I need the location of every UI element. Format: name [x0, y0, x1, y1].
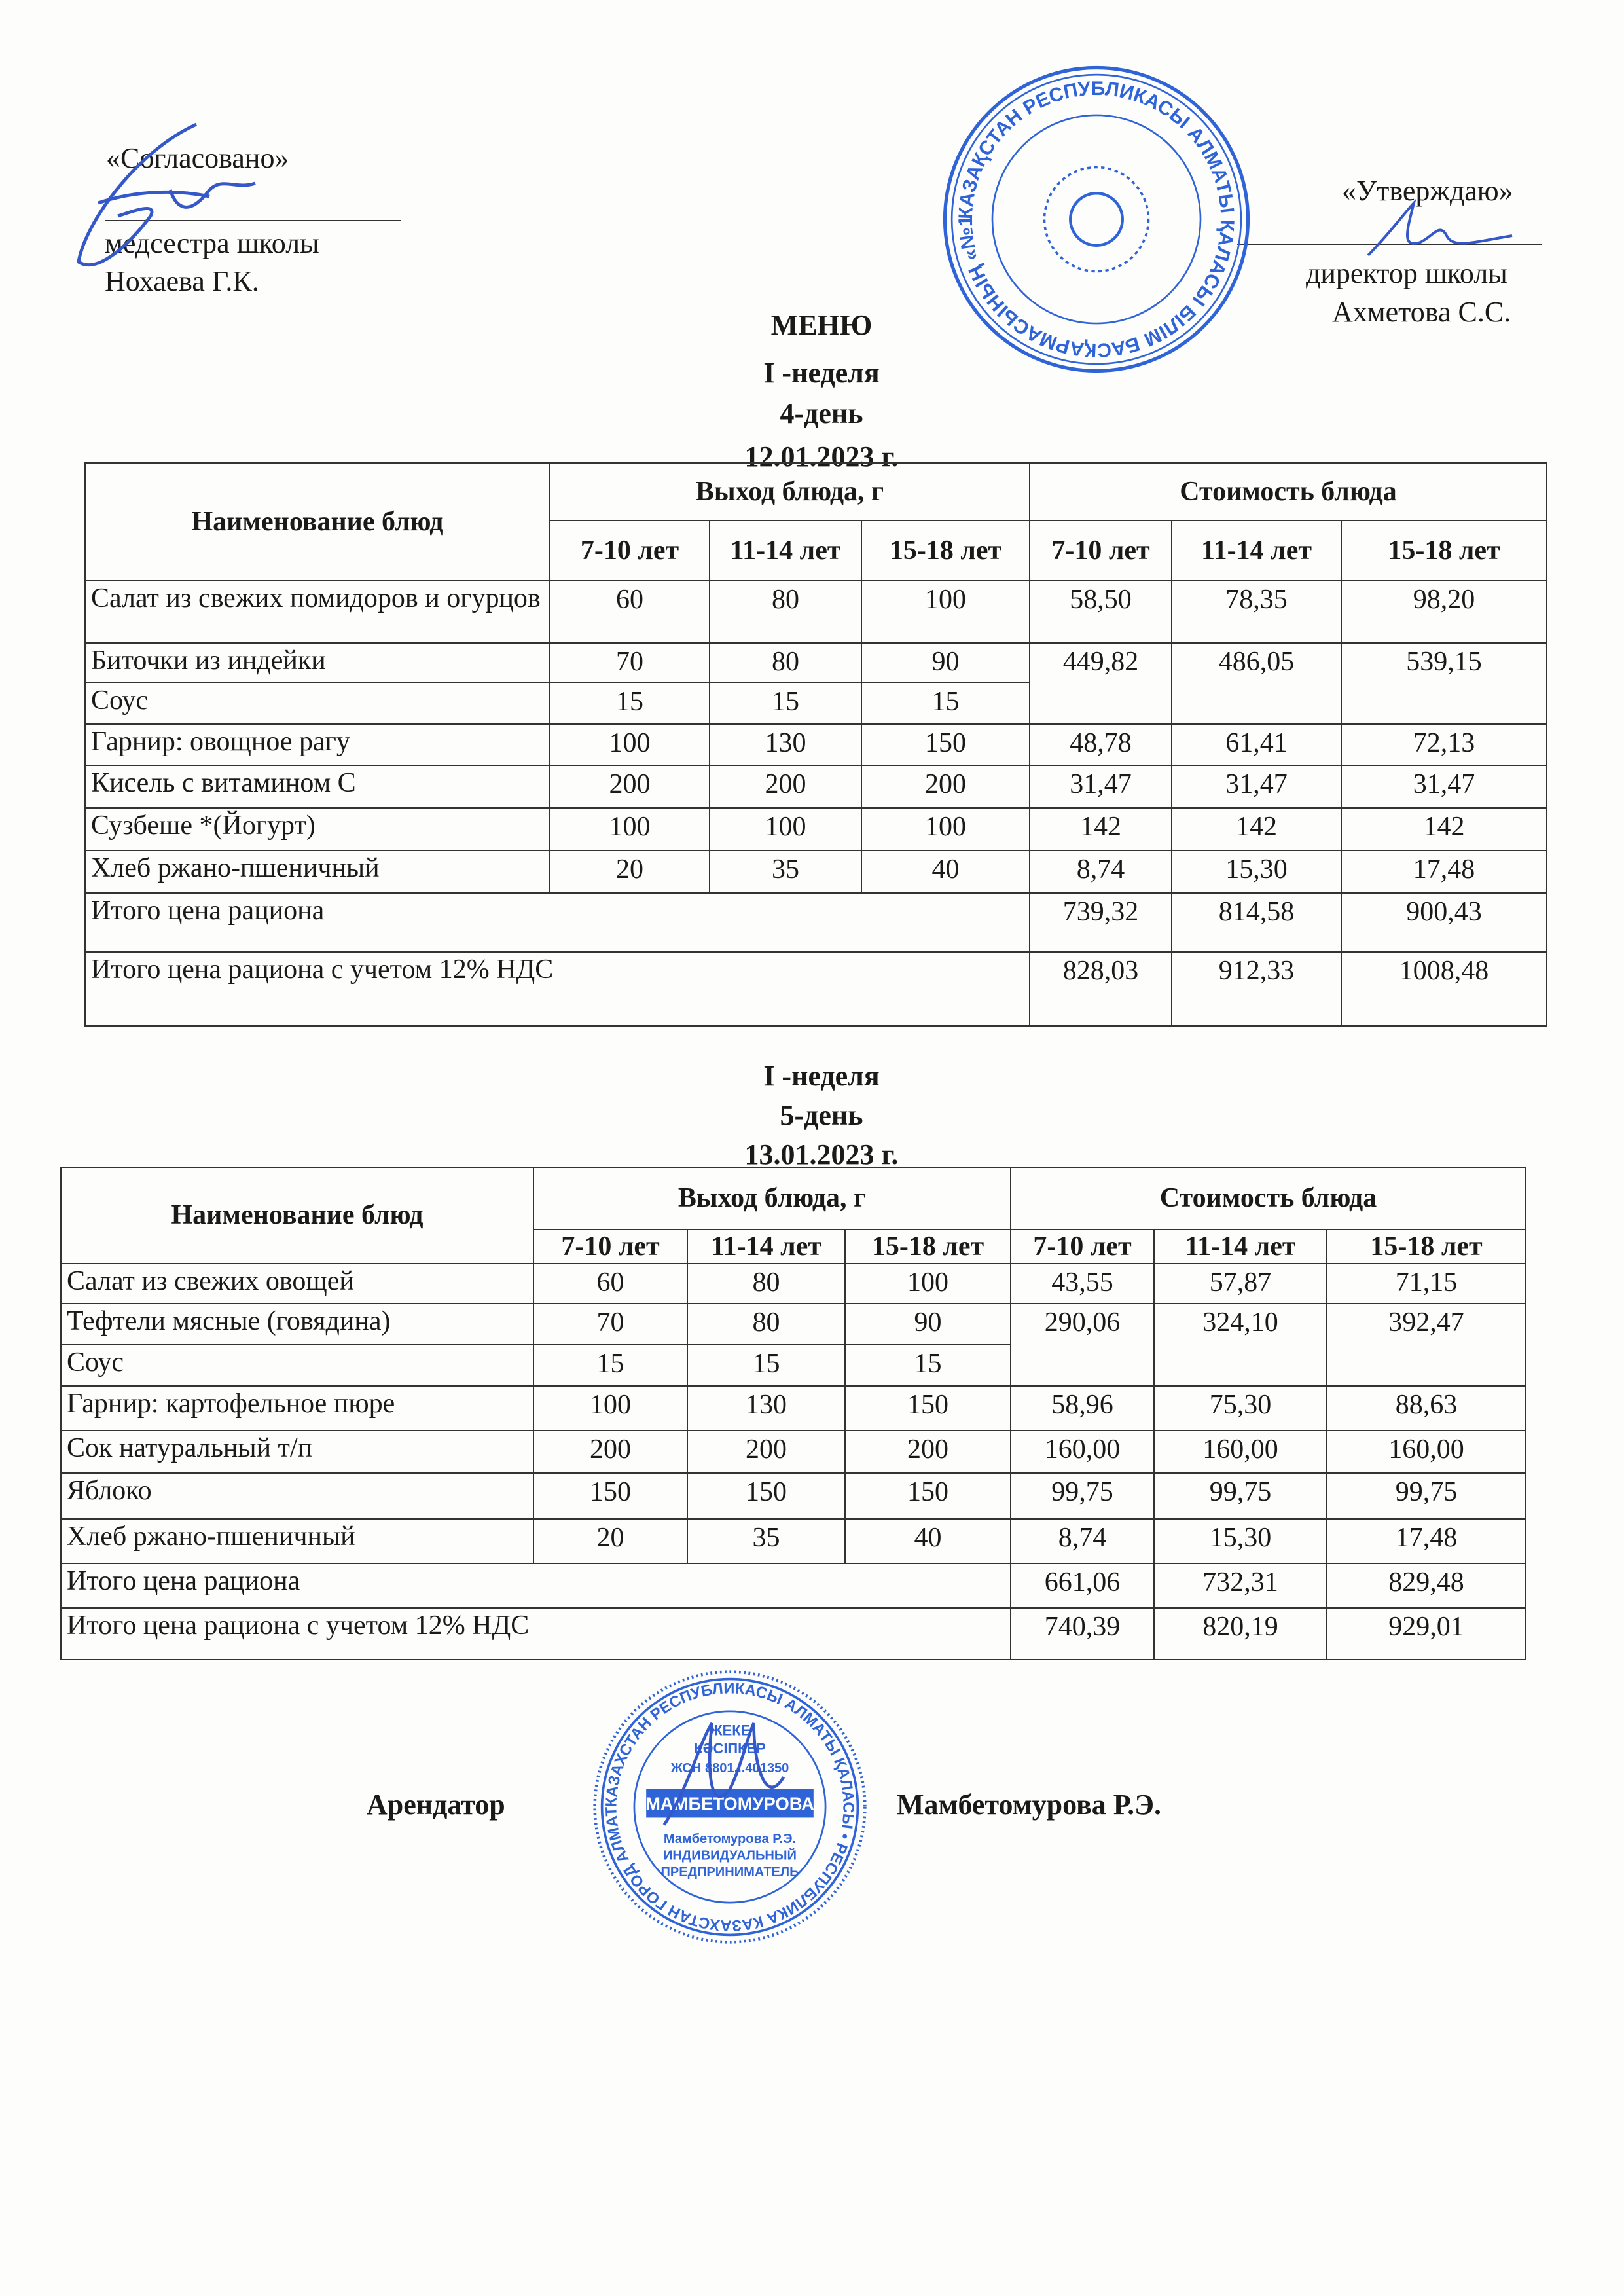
age-column-header: 11-14 лет — [1172, 520, 1341, 581]
approval-right-label: «Утверждаю» — [1342, 175, 1513, 207]
date-label: 12.01.2023 г. — [744, 441, 899, 473]
menu-table — [60, 1167, 1526, 1660]
approval-left-name: Нохаева Г.К. — [105, 265, 259, 297]
cost-cell: 486,05 — [1172, 643, 1341, 724]
age-column-header: 15-18 лет — [1341, 520, 1547, 581]
yield-cell: 200 — [710, 765, 861, 808]
tenant-role: Арендатор — [367, 1789, 505, 1821]
week-label: I -неделя — [763, 1060, 880, 1092]
table-row — [61, 1430, 1526, 1473]
dish-name: Яблоко — [61, 1473, 533, 1519]
vat-total-cell: 912,33 — [1172, 952, 1341, 1026]
yield-cell: 150 — [845, 1386, 1011, 1430]
cost-cell: 31,47 — [1030, 765, 1172, 808]
yield-cell: 100 — [845, 1264, 1011, 1303]
cost-group-header: Стоимость блюда — [1011, 1167, 1526, 1230]
cost-cell: 58,96 — [1011, 1386, 1154, 1430]
cost-cell: 99,75 — [1154, 1473, 1327, 1519]
vat-total-row — [61, 1608, 1526, 1660]
cost-cell: 290,06 — [1011, 1303, 1154, 1386]
menu-table — [84, 462, 1547, 1027]
yield-cell: 40 — [861, 850, 1030, 893]
yield-cell: 40 — [845, 1519, 1011, 1563]
cost-cell: 17,48 — [1341, 850, 1547, 893]
yield-cell: 100 — [710, 808, 861, 850]
cost-cell: 58,50 — [1030, 581, 1172, 643]
cost-cell: 88,63 — [1327, 1386, 1526, 1430]
yield-cell: 35 — [710, 850, 861, 893]
total-cell: 829,48 — [1327, 1563, 1526, 1608]
total-cell: 814,58 — [1172, 893, 1341, 952]
yield-cell: 35 — [687, 1519, 845, 1563]
vat-total-cell: 1008,48 — [1341, 952, 1547, 1026]
header-row — [61, 1167, 1526, 1230]
yield-cell: 130 — [710, 724, 861, 765]
school-stamp-text: КАЗАҚСТАН РЕСПУБЛИКАСЫ АЛМАТЫ ҚАЛАСЫ БІЛІМ БАСҚАРМАСЫНЫҢ «№102 ЖАЛПЫ БІЛІМ БЕРЕТІН МЕКТЕП» КОММУНАЛДЫҚ МЕМЛЕКЕТТІК МЕКЕМЕСІ — [933, 48, 1238, 361]
yield-cell: 150 — [861, 724, 1030, 765]
yield-cell: 60 — [550, 581, 710, 643]
approval-right-position: директор школы — [1306, 257, 1507, 289]
cost-cell: 99,75 — [1327, 1473, 1526, 1519]
table-row — [85, 724, 1547, 765]
menu-title: МЕНЮ — [770, 309, 873, 341]
age-column-header: 15-18 лет — [861, 520, 1030, 581]
week-label: I -неделя — [763, 357, 880, 389]
cost-cell: 17,48 — [1327, 1519, 1526, 1563]
entrepreneur-stamp-ring-text: КАЗАХСТАН РЕСПУБЛИКАСЫ АЛМАТЫ ҚАЛАСЫ • РЕСПУБЛИКА КАЗАХСТАН ГОРОД АЛМАТЫ — [585, 1656, 857, 1934]
cost-cell: 142 — [1030, 808, 1172, 850]
total-label: Итого цена рациона — [85, 893, 1030, 952]
yield-cell: 200 — [845, 1430, 1011, 1473]
table-row — [61, 1386, 1526, 1430]
dish-name: Кисель с витамином С — [85, 765, 550, 808]
cost-cell: 142 — [1341, 808, 1547, 850]
stamp-line: КӘСІПКЕР — [694, 1740, 766, 1757]
approval-left-label: «Согласовано» — [106, 142, 289, 174]
total-label: Итого цена рациона — [61, 1563, 1011, 1608]
cost-cell: 48,78 — [1030, 724, 1172, 765]
yield-cell: 100 — [550, 808, 710, 850]
yield-cell: 200 — [550, 765, 710, 808]
cost-cell: 75,30 — [1154, 1386, 1327, 1430]
cost-cell: 98,20 — [1341, 581, 1547, 643]
vat-total-row — [85, 952, 1547, 1026]
age-column-header: 15-18 лет — [1327, 1230, 1526, 1264]
cost-cell: 392,47 — [1327, 1303, 1526, 1386]
total-row — [61, 1563, 1526, 1608]
cost-cell: 160,00 — [1154, 1430, 1327, 1473]
cost-cell: 78,35 — [1172, 581, 1341, 643]
age-column-header: 11-14 лет — [687, 1230, 845, 1264]
cost-cell: 160,00 — [1011, 1430, 1154, 1473]
vat-total-cell: 828,03 — [1030, 952, 1172, 1026]
table-row — [85, 765, 1547, 808]
yield-cell: 150 — [687, 1473, 845, 1519]
age-column-header: 7-10 лет — [533, 1230, 687, 1264]
cost-cell: 449,82 — [1030, 643, 1172, 724]
signature-director — [1362, 196, 1525, 275]
yield-cell: 60 — [533, 1264, 687, 1303]
yield-cell: 100 — [533, 1386, 687, 1430]
yield-cell: 90 — [861, 643, 1030, 683]
yield-cell: 80 — [687, 1303, 845, 1345]
stamp-line: ИНДИВИДУАЛЬНЫЙ — [663, 1848, 797, 1863]
total-cell: 900,43 — [1341, 893, 1547, 952]
tenant-name: Мамбетомурова Р.Э. — [897, 1789, 1161, 1821]
yield-cell: 100 — [861, 581, 1030, 643]
name-column-header: Наименование блюд — [61, 1167, 533, 1264]
cost-group-header: Стоимость блюда — [1030, 463, 1547, 520]
vat-total-cell: 820,19 — [1154, 1608, 1327, 1660]
cost-cell: 31,47 — [1341, 765, 1547, 808]
yield-cell: 150 — [533, 1473, 687, 1519]
yield-cell: 200 — [687, 1430, 845, 1473]
table-row — [61, 1303, 1526, 1345]
dish-name: Сок натуральный т/п — [61, 1430, 533, 1473]
table-row — [61, 1264, 1526, 1303]
table-row — [85, 808, 1547, 850]
dish-name: Гарнир: картофельное пюре — [61, 1386, 533, 1430]
dish-name: Хлеб ржано-пшеничный — [61, 1519, 533, 1563]
cost-cell: 71,15 — [1327, 1264, 1526, 1303]
yield-cell: 80 — [710, 643, 861, 683]
cost-cell: 15,30 — [1172, 850, 1341, 893]
cost-cell: 324,10 — [1154, 1303, 1327, 1386]
yield-cell: 15 — [845, 1345, 1011, 1386]
day-label: 5-день — [780, 1099, 863, 1131]
yield-cell: 15 — [861, 683, 1030, 724]
yield-cell: 100 — [861, 808, 1030, 850]
table-row — [85, 581, 1547, 643]
cost-cell: 8,74 — [1030, 850, 1172, 893]
yield-cell: 80 — [687, 1264, 845, 1303]
date-label: 13.01.2023 г. — [744, 1139, 899, 1171]
cost-cell: 160,00 — [1327, 1430, 1526, 1473]
age-column-header: 11-14 лет — [710, 520, 861, 581]
name-column-header: Наименование блюд — [85, 463, 550, 581]
age-column-header: 15-18 лет — [845, 1230, 1011, 1264]
age-column-header: 7-10 лет — [550, 520, 710, 581]
total-cell: 661,06 — [1011, 1563, 1154, 1608]
age-column-header: 11-14 лет — [1154, 1230, 1327, 1264]
stamp-line: ЖЕКЕ — [709, 1722, 751, 1739]
yield-cell: 150 — [845, 1473, 1011, 1519]
yield-cell: 80 — [710, 581, 861, 643]
dish-name: Соус — [61, 1345, 533, 1386]
dish-name: Биточки из индейки — [85, 643, 550, 683]
cost-cell: 142 — [1172, 808, 1341, 850]
yield-cell: 20 — [550, 850, 710, 893]
stamp-line: МАМБЕТОМУРОВА — [645, 1793, 814, 1814]
yield-cell: 15 — [710, 683, 861, 724]
total-cell: 732,31 — [1154, 1563, 1327, 1608]
table-row — [85, 850, 1547, 893]
yield-group-header: Выход блюда, г — [533, 1167, 1011, 1230]
signature-nurse — [59, 111, 295, 282]
age-column-header: 7-10 лет — [1011, 1230, 1154, 1264]
table-row — [61, 1473, 1526, 1519]
yield-cell: 70 — [533, 1303, 687, 1345]
dish-name: Гарнир: овощное рагу — [85, 724, 550, 765]
cost-cell: 61,41 — [1172, 724, 1341, 765]
yield-cell: 200 — [861, 765, 1030, 808]
dish-name: Салат из свежих овощей — [61, 1264, 533, 1303]
table-row — [61, 1519, 1526, 1563]
dish-name: Тефтели мясные (говядина) — [61, 1303, 533, 1345]
yield-cell: 90 — [845, 1303, 1011, 1345]
dish-name: Салат из свежих помидоров и огурцов — [85, 581, 550, 643]
approval-right-name: Ахметова С.С. — [1332, 296, 1511, 328]
yield-cell: 200 — [533, 1430, 687, 1473]
stamp-line: Мамбетомурова Р.Э. — [663, 1831, 797, 1846]
cost-cell: 43,55 — [1011, 1264, 1154, 1303]
entrepreneur-stamp — [585, 1656, 867, 1944]
yield-cell: 15 — [687, 1345, 845, 1386]
dish-name: Соус — [85, 683, 550, 724]
yield-cell: 130 — [687, 1386, 845, 1430]
vat-total-label: Итого цена рациона с учетом 12% НДС — [85, 952, 1030, 1026]
cost-cell: 15,30 — [1154, 1519, 1327, 1563]
day-label: 4-день — [780, 397, 863, 429]
yield-cell: 20 — [533, 1519, 687, 1563]
cost-cell: 72,13 — [1341, 724, 1547, 765]
header-row — [85, 463, 1547, 520]
yield-cell: 15 — [533, 1345, 687, 1386]
cost-cell: 99,75 — [1011, 1473, 1154, 1519]
cost-cell: 57,87 — [1154, 1264, 1327, 1303]
age-column-header: 7-10 лет — [1030, 520, 1172, 581]
stamp-line: ЖСН 8801...401350 — [670, 1761, 789, 1776]
dish-name: Хлеб ржано-пшеничный — [85, 850, 550, 893]
cost-cell: 8,74 — [1011, 1519, 1154, 1563]
yield-group-header: Выход блюда, г — [550, 463, 1030, 520]
yield-cell: 100 — [550, 724, 710, 765]
vat-total-cell: 929,01 — [1327, 1608, 1526, 1660]
cost-cell: 31,47 — [1172, 765, 1341, 808]
table-row — [85, 643, 1547, 683]
yield-cell: 15 — [550, 683, 710, 724]
stamp-line: ПРЕДПРИНИМАТЕЛЬ — [660, 1865, 799, 1880]
approval-left-position: медсестра школы — [105, 227, 319, 259]
vat-total-cell: 740,39 — [1011, 1608, 1154, 1660]
dish-name: Сузбеше *(Йогурт) — [85, 808, 550, 850]
total-cell: 739,32 — [1030, 893, 1172, 952]
total-row — [85, 893, 1547, 952]
yield-cell: 70 — [550, 643, 710, 683]
vat-total-label: Итого цена рациона с учетом 12% НДС — [61, 1608, 1011, 1660]
cost-cell: 539,15 — [1341, 643, 1547, 724]
